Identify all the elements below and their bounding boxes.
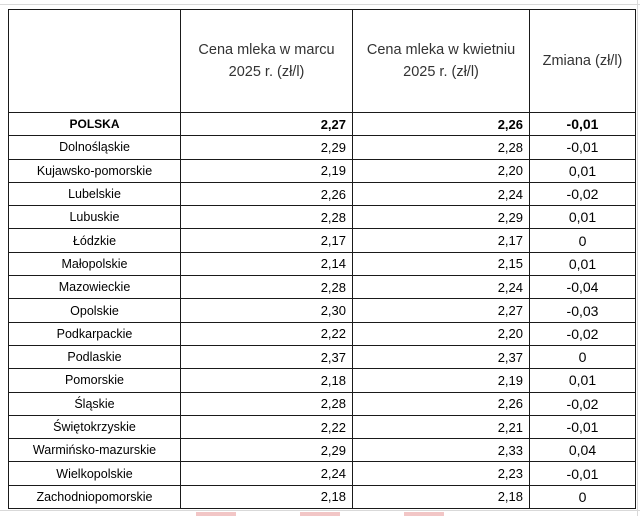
april-price-cell: 2,37 [353, 345, 530, 368]
table-row [9, 136, 636, 159]
region-cell: Lubuskie [9, 206, 181, 229]
march-price-cell: 2,14 [181, 252, 353, 275]
change-cell: 0,01 [530, 159, 636, 182]
region-cell: Lubelskie [9, 182, 181, 205]
sheet-gridline [0, 4, 640, 5]
table-row [9, 229, 636, 252]
table-row [9, 159, 636, 182]
region-cell: Wielkopolskie [9, 462, 181, 485]
change-cell: 0,04 [530, 439, 636, 462]
region-cell: Małopolskie [9, 252, 181, 275]
table-row-total [9, 113, 636, 136]
april-price-cell: 2,18 [353, 485, 530, 508]
march-price-cell: 2,30 [181, 299, 353, 322]
april-price-cell: 2,33 [353, 439, 530, 462]
region-cell: Świętokrzyskie [9, 415, 181, 438]
april-price-cell: 2,28 [353, 136, 530, 159]
april-price-cell: 2,23 [353, 462, 530, 485]
cropped-footer-mark [404, 512, 444, 516]
table-row [9, 206, 636, 229]
april-price-cell: 2,26 [353, 113, 530, 136]
april-price-cell: 2,29 [353, 206, 530, 229]
milk-price-table [8, 9, 636, 509]
march-price-cell: 2,28 [181, 392, 353, 415]
march-price-cell: 2,22 [181, 415, 353, 438]
region-cell: Pomorskie [9, 369, 181, 392]
march-price-cell: 2,37 [181, 345, 353, 368]
header-april-price: Cena mleka w kwietniu 2025 r. (zł/l) [353, 10, 530, 113]
march-price-cell: 2,28 [181, 206, 353, 229]
table-row [9, 322, 636, 345]
change-cell: -0,03 [530, 299, 636, 322]
change-cell: -0,02 [530, 322, 636, 345]
april-price-cell: 2,20 [353, 159, 530, 182]
march-price-cell: 2,17 [181, 229, 353, 252]
region-cell: Dolnośląskie [9, 136, 181, 159]
region-cell: POLSKA [9, 113, 181, 136]
table-header-row [9, 10, 636, 113]
change-cell: -0,01 [530, 462, 636, 485]
region-cell: Warmińsko-mazurskie [9, 439, 181, 462]
table-row [9, 182, 636, 205]
march-price-cell: 2,24 [181, 462, 353, 485]
change-cell: 0 [530, 485, 636, 508]
change-cell: -0,04 [530, 276, 636, 299]
change-cell: -0,01 [530, 415, 636, 438]
march-price-cell: 2,27 [181, 113, 353, 136]
cropped-footer-mark [300, 512, 340, 516]
march-price-cell: 2,29 [181, 136, 353, 159]
april-price-cell: 2,24 [353, 276, 530, 299]
region-cell: Łódzkie [9, 229, 181, 252]
march-price-cell: 2,28 [181, 276, 353, 299]
april-price-cell: 2,26 [353, 392, 530, 415]
table-row [9, 485, 636, 508]
sheet-gridline [637, 0, 638, 516]
header-region [9, 10, 181, 113]
march-price-cell: 2,29 [181, 439, 353, 462]
table-row [9, 369, 636, 392]
cropped-footer-mark [196, 512, 236, 516]
table-row [9, 439, 636, 462]
april-price-cell: 2,20 [353, 322, 530, 345]
table-row [9, 299, 636, 322]
change-cell: 0 [530, 229, 636, 252]
march-price-cell: 2,26 [181, 182, 353, 205]
table-row [9, 462, 636, 485]
april-price-cell: 2,15 [353, 252, 530, 275]
region-cell: Śląskie [9, 392, 181, 415]
change-cell: 0 [530, 345, 636, 368]
april-price-cell: 2,27 [353, 299, 530, 322]
march-price-cell: 2,18 [181, 485, 353, 508]
change-cell: -0,02 [530, 182, 636, 205]
march-price-cell: 2,19 [181, 159, 353, 182]
change-cell: -0,01 [530, 136, 636, 159]
april-price-cell: 2,21 [353, 415, 530, 438]
april-price-cell: 2,24 [353, 182, 530, 205]
april-price-cell: 2,17 [353, 229, 530, 252]
change-cell: 0,01 [530, 206, 636, 229]
region-cell: Podlaskie [9, 345, 181, 368]
march-price-cell: 2,18 [181, 369, 353, 392]
table-row [9, 415, 636, 438]
region-cell: Kujawsko-pomorskie [9, 159, 181, 182]
sheet-gridline [0, 510, 640, 511]
table-row [9, 392, 636, 415]
header-change: Zmiana (zł/l) [530, 10, 636, 113]
header-march-price: Cena mleka w marcu 2025 r. (zł/l) [181, 10, 353, 113]
change-cell: -0,02 [530, 392, 636, 415]
change-cell: -0,01 [530, 113, 636, 136]
region-cell: Opolskie [9, 299, 181, 322]
region-cell: Zachodniopomorskie [9, 485, 181, 508]
region-cell: Podkarpackie [9, 322, 181, 345]
table-row [9, 276, 636, 299]
table-row [9, 345, 636, 368]
region-cell: Mazowieckie [9, 276, 181, 299]
march-price-cell: 2,22 [181, 322, 353, 345]
table-row [9, 252, 636, 275]
change-cell: 0,01 [530, 252, 636, 275]
change-cell: 0,01 [530, 369, 636, 392]
april-price-cell: 2,19 [353, 369, 530, 392]
